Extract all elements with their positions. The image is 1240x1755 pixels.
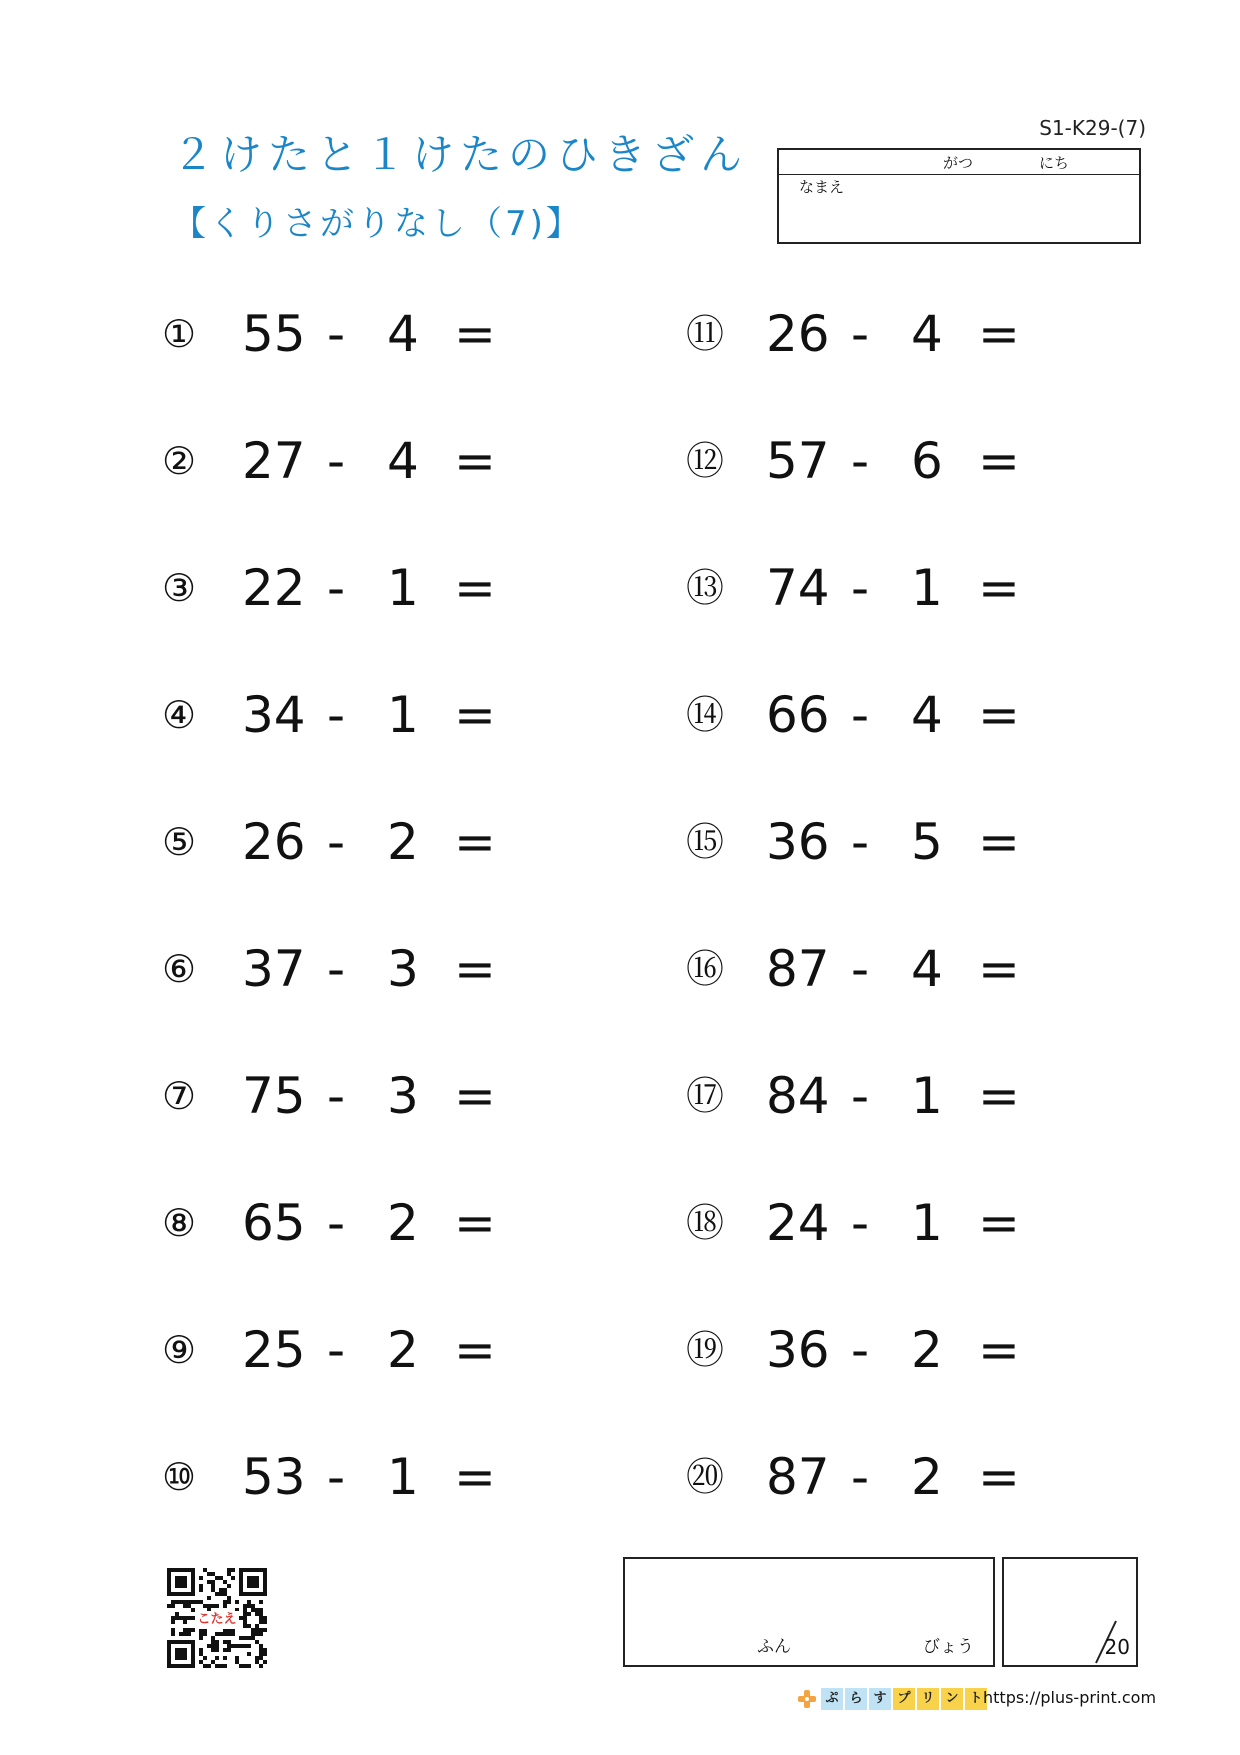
problem-number: ⑨ xyxy=(162,1328,197,1372)
problem-number: ⑧ xyxy=(162,1201,197,1245)
minus-sign: - xyxy=(851,940,870,998)
minus-sign: - xyxy=(327,559,346,617)
problem-row xyxy=(162,1066,502,1126)
subtrahend: 3 xyxy=(387,1067,419,1125)
problem-row xyxy=(162,685,502,745)
problem-number: ⑭ xyxy=(686,693,725,737)
worksheet-title: ２けたと１けたのひきざん xyxy=(172,130,749,179)
worksheet-code: S1-K29-(7) xyxy=(1039,116,1146,140)
problem-number: ⑲ xyxy=(686,1328,725,1372)
problem-row xyxy=(162,558,502,618)
subtrahend: 1 xyxy=(387,686,419,744)
equals-sign: = xyxy=(978,432,1020,490)
subtrahend: 4 xyxy=(387,432,419,490)
minus-sign: - xyxy=(851,1321,870,1379)
minuend: 74 xyxy=(766,559,830,617)
problem-number: ④ xyxy=(162,693,197,737)
subtrahend: 5 xyxy=(911,813,943,871)
logo-tile: ら xyxy=(845,1688,867,1710)
problem-row xyxy=(686,1066,1026,1126)
equals-sign: = xyxy=(454,305,496,363)
minus-sign: - xyxy=(851,1067,870,1125)
subtrahend: 4 xyxy=(911,940,943,998)
subtrahend: 1 xyxy=(911,559,943,617)
minuend: 24 xyxy=(766,1194,830,1252)
logo-tile: リ xyxy=(917,1688,939,1710)
logo-tile: す xyxy=(869,1688,891,1710)
equals-sign: = xyxy=(454,1321,496,1379)
equals-sign: = xyxy=(978,813,1020,871)
minuend: 27 xyxy=(242,432,306,490)
minus-sign: - xyxy=(851,305,870,363)
equals-sign: = xyxy=(978,1321,1020,1379)
minus-sign: - xyxy=(327,305,346,363)
problem-number: ③ xyxy=(162,566,197,610)
equals-sign: = xyxy=(978,940,1020,998)
subtrahend: 2 xyxy=(911,1321,943,1379)
minus-sign: - xyxy=(327,1321,346,1379)
day-label: にち xyxy=(1039,154,1070,172)
problem-row xyxy=(686,812,1026,872)
equals-sign: = xyxy=(454,432,496,490)
equals-sign: = xyxy=(454,813,496,871)
name-label: なまえ xyxy=(799,178,845,196)
problem-row xyxy=(686,558,1026,618)
subtrahend: 2 xyxy=(387,1194,419,1252)
subtrahend: 1 xyxy=(911,1194,943,1252)
problem-number: ① xyxy=(162,312,197,356)
equals-sign: = xyxy=(978,686,1020,744)
problem-number: ⑦ xyxy=(162,1074,197,1118)
minus-sign: - xyxy=(327,813,346,871)
mascot-icon xyxy=(797,1689,817,1709)
minuend: 37 xyxy=(242,940,306,998)
problem-number: ⑰ xyxy=(686,1074,725,1118)
problem-row xyxy=(162,812,502,872)
problem-row xyxy=(686,1320,1026,1380)
minus-sign: - xyxy=(327,1448,346,1506)
problem-number: ⑩ xyxy=(162,1455,197,1499)
minus-sign: - xyxy=(851,559,870,617)
subtrahend: 4 xyxy=(387,305,419,363)
problem-number: ⑱ xyxy=(686,1201,725,1245)
problem-number: ⑥ xyxy=(162,947,197,991)
problem-row xyxy=(162,431,502,491)
subtrahend: 6 xyxy=(911,432,943,490)
logo-tiles xyxy=(821,1687,989,1710)
problem-number: ⑤ xyxy=(162,820,197,864)
problem-row xyxy=(686,431,1026,491)
problem-row xyxy=(162,1320,502,1380)
minus-sign: - xyxy=(327,1067,346,1125)
subtrahend: 3 xyxy=(387,940,419,998)
subtrahend: 2 xyxy=(387,1321,419,1379)
minuend: 36 xyxy=(766,813,830,871)
minus-sign: - xyxy=(851,1448,870,1506)
problem-number: ⑳ xyxy=(686,1455,725,1499)
problem-row xyxy=(162,939,502,999)
minuend: 57 xyxy=(766,432,830,490)
minuend: 26 xyxy=(242,813,306,871)
minus-sign: - xyxy=(851,1194,870,1252)
problem-row xyxy=(686,685,1026,745)
equals-sign: = xyxy=(454,940,496,998)
problem-row xyxy=(686,1193,1026,1253)
logo-tile: プ xyxy=(893,1688,915,1710)
minuend: 87 xyxy=(766,1448,830,1506)
minuend: 36 xyxy=(766,1321,830,1379)
score-box xyxy=(1002,1557,1138,1667)
minuend: 26 xyxy=(766,305,830,363)
problem-number: ⑪ xyxy=(686,312,725,356)
subtrahend: 2 xyxy=(387,813,419,871)
worksheet-subtitle: 【くりさがりなし（7)】 xyxy=(172,204,583,244)
month-label: がつ xyxy=(943,154,974,172)
time-box xyxy=(623,1557,995,1667)
minus-sign: - xyxy=(851,686,870,744)
problem-number: ② xyxy=(162,439,197,483)
minuend: 53 xyxy=(242,1448,306,1506)
minus-sign: - xyxy=(327,940,346,998)
logo-tile: ぷ xyxy=(821,1688,843,1710)
minuend: 55 xyxy=(242,305,306,363)
subtrahend: 2 xyxy=(911,1448,943,1506)
seconds-label: びょう xyxy=(923,1637,974,1657)
problem-row xyxy=(162,304,502,364)
subtrahend: 4 xyxy=(911,305,943,363)
minus-sign: - xyxy=(327,686,346,744)
equals-sign: = xyxy=(978,1448,1020,1506)
minus-sign: - xyxy=(851,813,870,871)
minuend: 66 xyxy=(766,686,830,744)
problem-number: ⑯ xyxy=(686,947,725,991)
problem-row xyxy=(162,1193,502,1253)
equals-sign: = xyxy=(454,1448,496,1506)
equals-sign: = xyxy=(454,1194,496,1252)
problem-number: ⑮ xyxy=(686,820,725,864)
problem-row xyxy=(686,939,1026,999)
minuend: 34 xyxy=(242,686,306,744)
equals-sign: = xyxy=(978,1194,1020,1252)
subtrahend: 1 xyxy=(387,559,419,617)
site-url: https://plus-print.com xyxy=(983,1688,1157,1707)
minuend: 87 xyxy=(766,940,830,998)
logo-tile: ト xyxy=(965,1688,987,1710)
equals-sign: = xyxy=(454,559,496,617)
subtrahend: 4 xyxy=(911,686,943,744)
minus-sign: - xyxy=(851,432,870,490)
logo-tile: ン xyxy=(941,1688,963,1710)
minus-sign: - xyxy=(327,1194,346,1252)
problem-number: ⑫ xyxy=(686,439,725,483)
equals-sign: = xyxy=(454,1067,496,1125)
minuend: 75 xyxy=(242,1067,306,1125)
subtrahend: 1 xyxy=(387,1448,419,1506)
problem-row xyxy=(686,304,1026,364)
problem-row xyxy=(162,1447,502,1507)
equals-sign: = xyxy=(978,1067,1020,1125)
problem-row xyxy=(686,1447,1026,1507)
minuend: 25 xyxy=(242,1321,306,1379)
minuend: 22 xyxy=(242,559,306,617)
minus-sign: - xyxy=(327,432,346,490)
score-total: 20 xyxy=(1104,1635,1130,1659)
equals-sign: = xyxy=(454,686,496,744)
minuend: 84 xyxy=(766,1067,830,1125)
minuend: 65 xyxy=(242,1194,306,1252)
equals-sign: = xyxy=(978,559,1020,617)
equals-sign: = xyxy=(978,305,1020,363)
minutes-label: ふん xyxy=(757,1637,791,1657)
subtrahend: 1 xyxy=(911,1067,943,1125)
answer-label: こたえ xyxy=(195,1611,239,1629)
problem-number: ⑬ xyxy=(686,566,725,610)
